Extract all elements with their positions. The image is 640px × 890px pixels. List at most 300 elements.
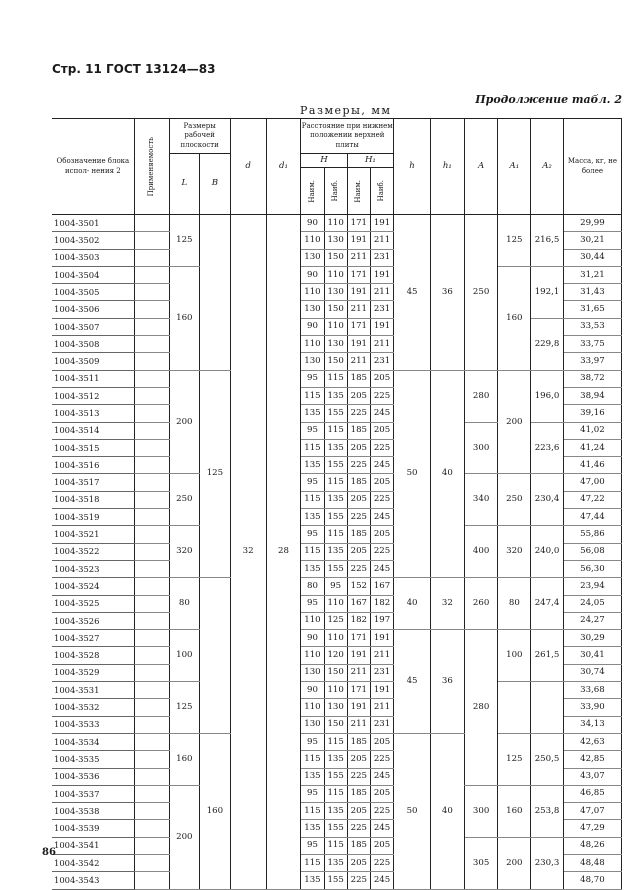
h1-max-cell: 231 [370,664,393,681]
applicability-cell [134,457,169,474]
designation-cell: 1004-3501 [52,215,134,232]
h1-max-cell: 205 [370,837,393,854]
h-max-cell: 110 [324,266,347,283]
table-row [52,474,622,491]
h-max-cell: 150 [324,301,347,318]
designation-cell: 1004-3533 [52,716,134,733]
h-nom-cell: 90 [301,215,324,232]
h-max-cell: 150 [324,664,347,681]
h1-nom-cell: 205 [347,387,370,404]
table-row [52,526,622,543]
group-a-cell: 280 [464,370,498,422]
applicability-cell [134,266,169,283]
designation-cell: 1004-3525 [52,595,134,612]
group-b-cell: 160 [200,733,231,889]
mass-cell: 30,41 [563,647,621,664]
group-h1-cell: 40 [431,733,465,889]
group-h-cell: 40 [394,578,431,630]
designation-cell: 1004-3511 [52,370,134,387]
applicability-cell [134,733,169,750]
col-H: H [301,154,347,168]
h-max-cell: 110 [324,318,347,335]
applicability-cell [134,491,169,508]
h-nom-cell: 110 [301,647,324,664]
applicability-cell [134,526,169,543]
mass-cell: 38,94 [563,387,621,404]
h1-max-cell: 191 [370,682,393,699]
h-nom-cell: 130 [301,716,324,733]
h1-nom-cell: 185 [347,474,370,491]
h1-max-cell: 245 [370,509,393,526]
group-a1-cell: 125 [498,733,531,785]
group-a-cell: 260 [464,578,498,630]
h-max-cell: 115 [324,526,347,543]
h1-max-cell: 167 [370,578,393,595]
designation-cell: 1004-3503 [52,249,134,266]
h-nom-cell: 95 [301,733,324,750]
table-row [52,370,622,387]
applicability-cell [134,509,169,526]
h1-max-cell: 225 [370,491,393,508]
h1-nom-cell: 185 [347,370,370,387]
group-d1-cell: 28 [266,215,301,890]
applicability-cell [134,647,169,664]
mass-cell: 56,30 [563,560,621,577]
group-a1-cell: 200 [498,837,531,889]
mass-cell: 34,13 [563,716,621,733]
group-a1-cell: 250 [498,474,531,526]
col-h: h [394,119,431,215]
applicability-cell [134,422,169,439]
table-body [52,215,622,890]
h-max-cell: 150 [324,249,347,266]
group-l-cell: 125 [169,215,200,267]
h-nom-cell: 95 [301,837,324,854]
col-H1: H₁ [347,154,393,168]
group-a2-cell: 261,5 [531,630,564,682]
designation-cell: 1004-3522 [52,543,134,560]
group-a2-cell: 230,4 [531,474,564,526]
h-nom-cell: 110 [301,699,324,716]
applicability-cell [134,872,169,889]
table-row [52,837,622,854]
mass-cell: 33,90 [563,699,621,716]
group-h1-cell: 40 [431,370,465,578]
mass-cell: 56,08 [563,543,621,560]
h1-nom-cell: 152 [347,578,370,595]
applicability-cell [134,854,169,871]
designation-cell: 1004-3507 [52,318,134,335]
h-nom-cell: 115 [301,751,324,768]
h-max-cell: 135 [324,751,347,768]
applicability-cell [134,699,169,716]
col-h1: h₁ [431,119,465,215]
page-number: 86 [42,847,56,858]
mass-cell: 31,43 [563,284,621,301]
h-max-cell: 115 [324,474,347,491]
designation-cell: 1004-3534 [52,733,134,750]
applicability-cell [134,387,169,404]
mass-cell: 31,21 [563,266,621,283]
h1-max-cell: 205 [370,785,393,802]
designation-cell: 1004-3517 [52,474,134,491]
designation-cell: 1004-3504 [52,266,134,283]
h-nom-cell: 110 [301,232,324,249]
h-nom-cell: 115 [301,439,324,456]
designation-cell: 1004-3524 [52,578,134,595]
applicability-cell [134,751,169,768]
mass-cell: 33,53 [563,318,621,335]
h-nom-cell: 90 [301,266,324,283]
applicability-cell [134,716,169,733]
h-nom-cell: 130 [301,353,324,370]
table-row [52,578,622,595]
designation-cell: 1004-3505 [52,284,134,301]
applicability-cell [134,837,169,854]
h1-max-cell: 205 [370,370,393,387]
h1-max-cell: 205 [370,474,393,491]
h-nom-cell: 135 [301,405,324,422]
h1-nom-cell: 211 [347,249,370,266]
h1-nom-cell: 191 [347,699,370,716]
h1-max-cell: 211 [370,284,393,301]
group-a2-cell: 196,0 [531,370,564,422]
h1-max-cell: 205 [370,422,393,439]
group-a2-cell: 216,5 [531,215,564,267]
mass-cell: 47,44 [563,509,621,526]
applicability-cell [134,284,169,301]
designation-cell: 1004-3541 [52,837,134,854]
applicability-cell [134,768,169,785]
applicability-cell [134,664,169,681]
h-max-cell: 155 [324,457,347,474]
h1-max-cell: 231 [370,301,393,318]
h-max-cell: 115 [324,785,347,802]
h1-max-cell: 231 [370,353,393,370]
h-max-cell: 110 [324,215,347,232]
group-a-cell: 400 [464,526,498,578]
h1-max-cell: 225 [370,751,393,768]
h1-max-cell: 205 [370,733,393,750]
h-nom-cell: 135 [301,872,324,889]
designation-cell: 1004-3515 [52,439,134,456]
mass-cell: 43,07 [563,768,621,785]
applicability-cell [134,543,169,560]
group-a2-cell: 253,8 [531,785,564,837]
designation-cell: 1004-3539 [52,820,134,837]
h-max-cell: 110 [324,630,347,647]
h-max-cell: 135 [324,543,347,560]
h1-nom-cell: 205 [347,439,370,456]
applicability-cell [134,353,169,370]
group-a-cell: 280 [464,630,498,786]
h1-nom-cell: 171 [347,630,370,647]
applicability-cell [134,785,169,802]
applicability-cell [134,578,169,595]
h-max-cell: 155 [324,509,347,526]
h-max-cell: 130 [324,336,347,353]
h1-max-cell: 182 [370,595,393,612]
group-b-cell [200,215,231,371]
designation-cell: 1004-3538 [52,803,134,820]
designation-cell: 1004-3536 [52,768,134,785]
designation-cell: 1004-3509 [52,353,134,370]
table-row [52,682,622,699]
mass-cell: 29,99 [563,215,621,232]
h1-nom-cell: 205 [347,543,370,560]
applicability-cell [134,405,169,422]
mass-cell: 41,24 [563,439,621,456]
mass-cell: 33,75 [563,336,621,353]
table-row [52,422,622,439]
col-H1-nom: Наим. [347,168,370,215]
h1-nom-cell: 205 [347,491,370,508]
h1-nom-cell: 171 [347,266,370,283]
page-header: Стр. 11 ГОСТ 13124—83 [52,62,216,76]
mass-cell: 47,07 [563,803,621,820]
col-B: B [200,154,231,215]
h-max-cell: 115 [324,370,347,387]
h1-nom-cell: 171 [347,682,370,699]
designation-cell: 1004-3542 [52,854,134,871]
h-max-cell: 135 [324,439,347,456]
h1-max-cell: 225 [370,803,393,820]
h-max-cell: 155 [324,405,347,422]
group-l-cell: 160 [169,266,200,370]
h-nom-cell: 90 [301,630,324,647]
group-a2-cell: 229,8 [531,318,564,370]
col-work-plane: Размеры рабочей плоскости [169,119,230,154]
h1-nom-cell: 225 [347,768,370,785]
group-h1-cell: 36 [431,215,465,371]
col-mass: Масса, кг, не более [563,119,621,215]
designation-cell: 1004-3537 [52,785,134,802]
group-a1-cell: 160 [498,266,531,370]
h1-max-cell: 231 [370,249,393,266]
h1-nom-cell: 191 [347,647,370,664]
group-h-cell: 45 [394,630,431,734]
designation-cell: 1004-3518 [52,491,134,508]
group-a1-cell: 125 [498,215,531,267]
group-a1-cell: 320 [498,526,531,578]
group-l-cell: 80 [169,578,200,630]
col-applicability: Применяемость [134,119,169,215]
h-max-cell: 135 [324,803,347,820]
table-row [52,630,622,647]
h1-nom-cell: 211 [347,664,370,681]
h-nom-cell: 130 [301,249,324,266]
group-h1-cell: 32 [431,578,465,630]
h-nom-cell: 110 [301,336,324,353]
group-a-cell: 340 [464,474,498,526]
h-max-cell: 130 [324,284,347,301]
designation-cell: 1004-3527 [52,630,134,647]
h-nom-cell: 95 [301,370,324,387]
h1-max-cell: 245 [370,872,393,889]
group-h-cell: 50 [394,733,431,889]
designation-cell: 1004-3531 [52,682,134,699]
designation-cell: 1004-3523 [52,560,134,577]
h1-max-cell: 205 [370,526,393,543]
h-nom-cell: 95 [301,474,324,491]
applicability-cell [134,560,169,577]
group-a1-cell: 100 [498,630,531,682]
h1-nom-cell: 171 [347,215,370,232]
h1-nom-cell: 225 [347,820,370,837]
h-nom-cell: 95 [301,595,324,612]
h1-max-cell: 191 [370,630,393,647]
designation-cell: 1004-3508 [52,336,134,353]
h1-nom-cell: 211 [347,716,370,733]
h-max-cell: 110 [324,595,347,612]
h-nom-cell: 135 [301,820,324,837]
h-nom-cell: 130 [301,301,324,318]
h1-nom-cell: 185 [347,785,370,802]
designation-cell: 1004-3521 [52,526,134,543]
mass-cell: 30,44 [563,249,621,266]
h1-max-cell: 225 [370,387,393,404]
designation-cell: 1004-3514 [52,422,134,439]
group-d-cell: 32 [230,215,266,890]
group-l-cell: 250 [169,474,200,526]
designation-cell: 1004-3502 [52,232,134,249]
group-a-cell: 300 [464,422,498,474]
h1-max-cell: 245 [370,820,393,837]
mass-cell: 55,86 [563,526,621,543]
units-caption: Размеры, мм [300,104,392,117]
applicability-cell [134,630,169,647]
designation-cell: 1004-3512 [52,387,134,404]
designation-cell: 1004-3513 [52,405,134,422]
col-H-nom: Наим. [301,168,324,215]
h1-max-cell: 191 [370,215,393,232]
h1-max-cell: 225 [370,543,393,560]
mass-cell: 24,27 [563,612,621,629]
group-a-cell: 305 [464,837,498,889]
mass-cell: 38,72 [563,370,621,387]
h-nom-cell: 115 [301,854,324,871]
applicability-cell [134,820,169,837]
applicability-cell [134,301,169,318]
designation-cell: 1004-3516 [52,457,134,474]
h1-nom-cell: 205 [347,803,370,820]
h1-max-cell: 225 [370,854,393,871]
h-max-cell: 120 [324,647,347,664]
mass-cell: 48,48 [563,854,621,871]
mass-cell: 30,74 [563,664,621,681]
h-max-cell: 135 [324,387,347,404]
group-l-cell: 200 [169,785,200,889]
group-l-cell: 100 [169,630,200,682]
h1-max-cell: 191 [370,266,393,283]
mass-cell: 31,65 [563,301,621,318]
h-max-cell: 155 [324,872,347,889]
h1-nom-cell: 185 [347,837,370,854]
h-max-cell: 135 [324,491,347,508]
designation-cell: 1004-3529 [52,664,134,681]
designation-cell: 1004-3543 [52,872,134,889]
col-H-max: Наиб. [324,168,347,215]
group-l-cell: 320 [169,526,200,578]
h1-max-cell: 245 [370,560,393,577]
designation-cell: 1004-3526 [52,612,134,629]
applicability-cell [134,595,169,612]
h-max-cell: 155 [324,820,347,837]
h1-nom-cell: 225 [347,560,370,577]
group-a1-cell: 200 [498,370,531,474]
h1-max-cell: 245 [370,457,393,474]
group-b-cell [200,578,231,734]
designation-cell: 1004-3528 [52,647,134,664]
mass-cell: 30,21 [563,232,621,249]
h-nom-cell: 115 [301,803,324,820]
group-a1-cell: 80 [498,578,531,630]
mass-cell: 33,68 [563,682,621,699]
dimensions-table [52,118,622,890]
h1-nom-cell: 185 [347,422,370,439]
mass-cell: 33,97 [563,353,621,370]
h-nom-cell: 135 [301,509,324,526]
group-h-cell: 45 [394,215,431,371]
col-H1-max: Наиб. [370,168,393,215]
h-max-cell: 115 [324,733,347,750]
h-max-cell: 110 [324,682,347,699]
h1-nom-cell: 225 [347,457,370,474]
applicability-cell [134,682,169,699]
applicability-cell [134,318,169,335]
h1-max-cell: 211 [370,336,393,353]
h1-nom-cell: 191 [347,336,370,353]
h1-nom-cell: 225 [347,509,370,526]
mass-cell: 47,29 [563,820,621,837]
designation-cell: 1004-3519 [52,509,134,526]
table-row [52,266,622,283]
col-L: L [169,154,200,215]
applicability-cell [134,474,169,491]
h1-max-cell: 211 [370,647,393,664]
group-l-cell: 200 [169,370,200,474]
mass-cell: 47,22 [563,491,621,508]
col-A1: A₁ [498,119,531,215]
designation-cell: 1004-3506 [52,301,134,318]
applicability-cell [134,232,169,249]
applicability-cell [134,439,169,456]
h-nom-cell: 115 [301,387,324,404]
h1-max-cell: 231 [370,716,393,733]
h-nom-cell: 135 [301,560,324,577]
h1-max-cell: 225 [370,439,393,456]
group-a2-cell [531,682,564,734]
h1-nom-cell: 211 [347,353,370,370]
h-nom-cell: 80 [301,578,324,595]
applicability-cell [134,612,169,629]
mass-cell: 41,46 [563,457,621,474]
h-nom-cell: 90 [301,682,324,699]
h-max-cell: 115 [324,422,347,439]
h1-nom-cell: 191 [347,232,370,249]
h-max-cell: 130 [324,699,347,716]
h-max-cell: 150 [324,353,347,370]
h-max-cell: 130 [324,232,347,249]
h1-max-cell: 245 [370,768,393,785]
applicability-cell [134,215,169,232]
h1-nom-cell: 211 [347,301,370,318]
h-nom-cell: 135 [301,768,324,785]
h-nom-cell: 90 [301,318,324,335]
h1-nom-cell: 167 [347,595,370,612]
h1-max-cell: 211 [370,699,393,716]
h1-nom-cell: 225 [347,405,370,422]
